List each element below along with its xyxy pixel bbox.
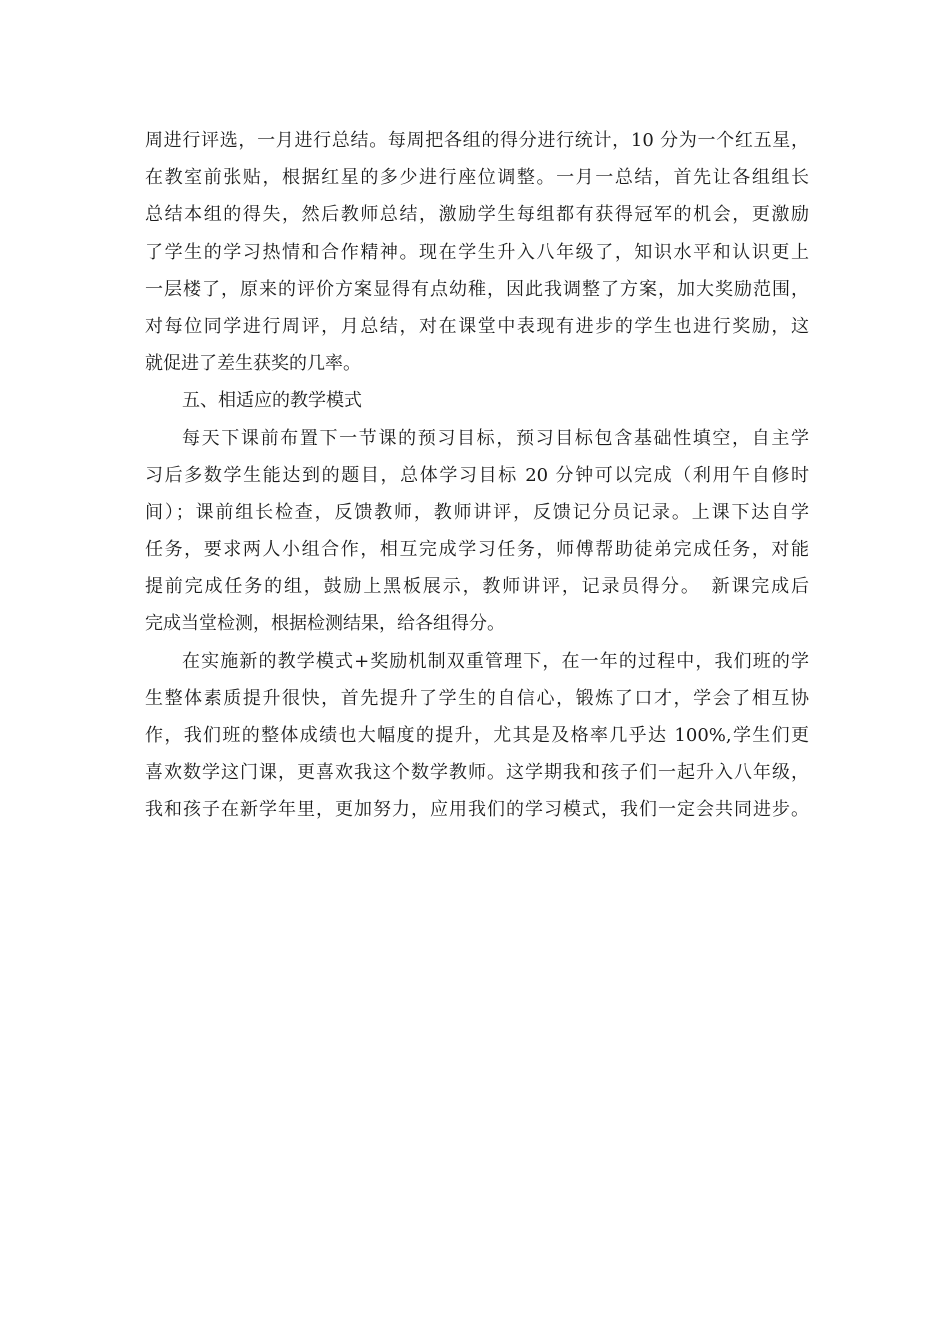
text-line: 在实施新的教学模式+奖励机制双重管理下，在一年的过程中，我们班的学 — [182, 650, 809, 672]
section-heading: 五、相适应的教学模式 — [182, 390, 362, 412]
text-line: 提前完成任务的组，鼓励上黑板展示，教师讲评，记录员得分。 新课完成后 — [145, 576, 809, 598]
text-line: 习后多数学生能达到的题目，总体学习目标 20 分钟可以完成（利用午自修时 — [145, 464, 809, 486]
text-line: 完成当堂检测，根据检测结果，给各组得分。 — [145, 613, 505, 635]
text-line: 作，我们班的整体成绩也大幅度的提升，尤其是及格率几乎达 100%,学生们更 — [145, 725, 809, 746]
text-line: 周进行评选，一月进行总结。每周把各组的得分进行统计，10 分为一个红五星， — [145, 130, 809, 151]
text-line: 任务，要求两人小组合作，相互完成学习任务，师傅帮助徒弟完成任务，对能 — [145, 539, 809, 561]
text-line: 在教室前张贴，根据红星的多少进行座位调整。一月一总结，首先让各组组长 — [145, 167, 809, 189]
text-line: 每天下课前布置下一节课的预习目标，预习目标包含基础性填空，自主学 — [182, 427, 809, 449]
text-line: 了学生的学习热情和合作精神。现在学生升入八年级了，知识水平和认识更上 — [145, 241, 809, 263]
text-line: 间）；课前组长检查，反馈教师，教师讲评，反馈记分员记录。上课下达自学 — [145, 501, 809, 523]
document-body — [145, 122, 809, 829]
text-line: 总结本组的得失，然后教师总结，激励学生每组都有获得冠军的机会，更激励 — [145, 204, 809, 226]
text-line: 我和孩子在新学年里，更加努力，应用我们的学习模式，我们一定会共同进步。 — [145, 799, 809, 821]
text-line: 对每位同学进行周评，月总结，对在课堂中表现有进步的学生也进行奖励，这 — [145, 315, 809, 337]
paragraph-teaching-mode — [145, 420, 809, 643]
text-line: 生整体素质提升很快，首先提升了学生的自信心，锻炼了口才，学会了相互协 — [145, 687, 809, 709]
paragraph-results — [145, 643, 809, 829]
text-line: 一层楼了，原来的评价方案显得有点幼稚，因此我调整了方案，加大奖励范围， — [145, 278, 809, 300]
text-line: 就促进了差生获奖的几率。 — [145, 353, 361, 375]
paragraph-evaluation-scheme — [145, 122, 809, 382]
text-line: 喜欢数学这门课，更喜欢我这个数学教师。这学期我和孩子们一起升入八年级， — [145, 762, 809, 784]
